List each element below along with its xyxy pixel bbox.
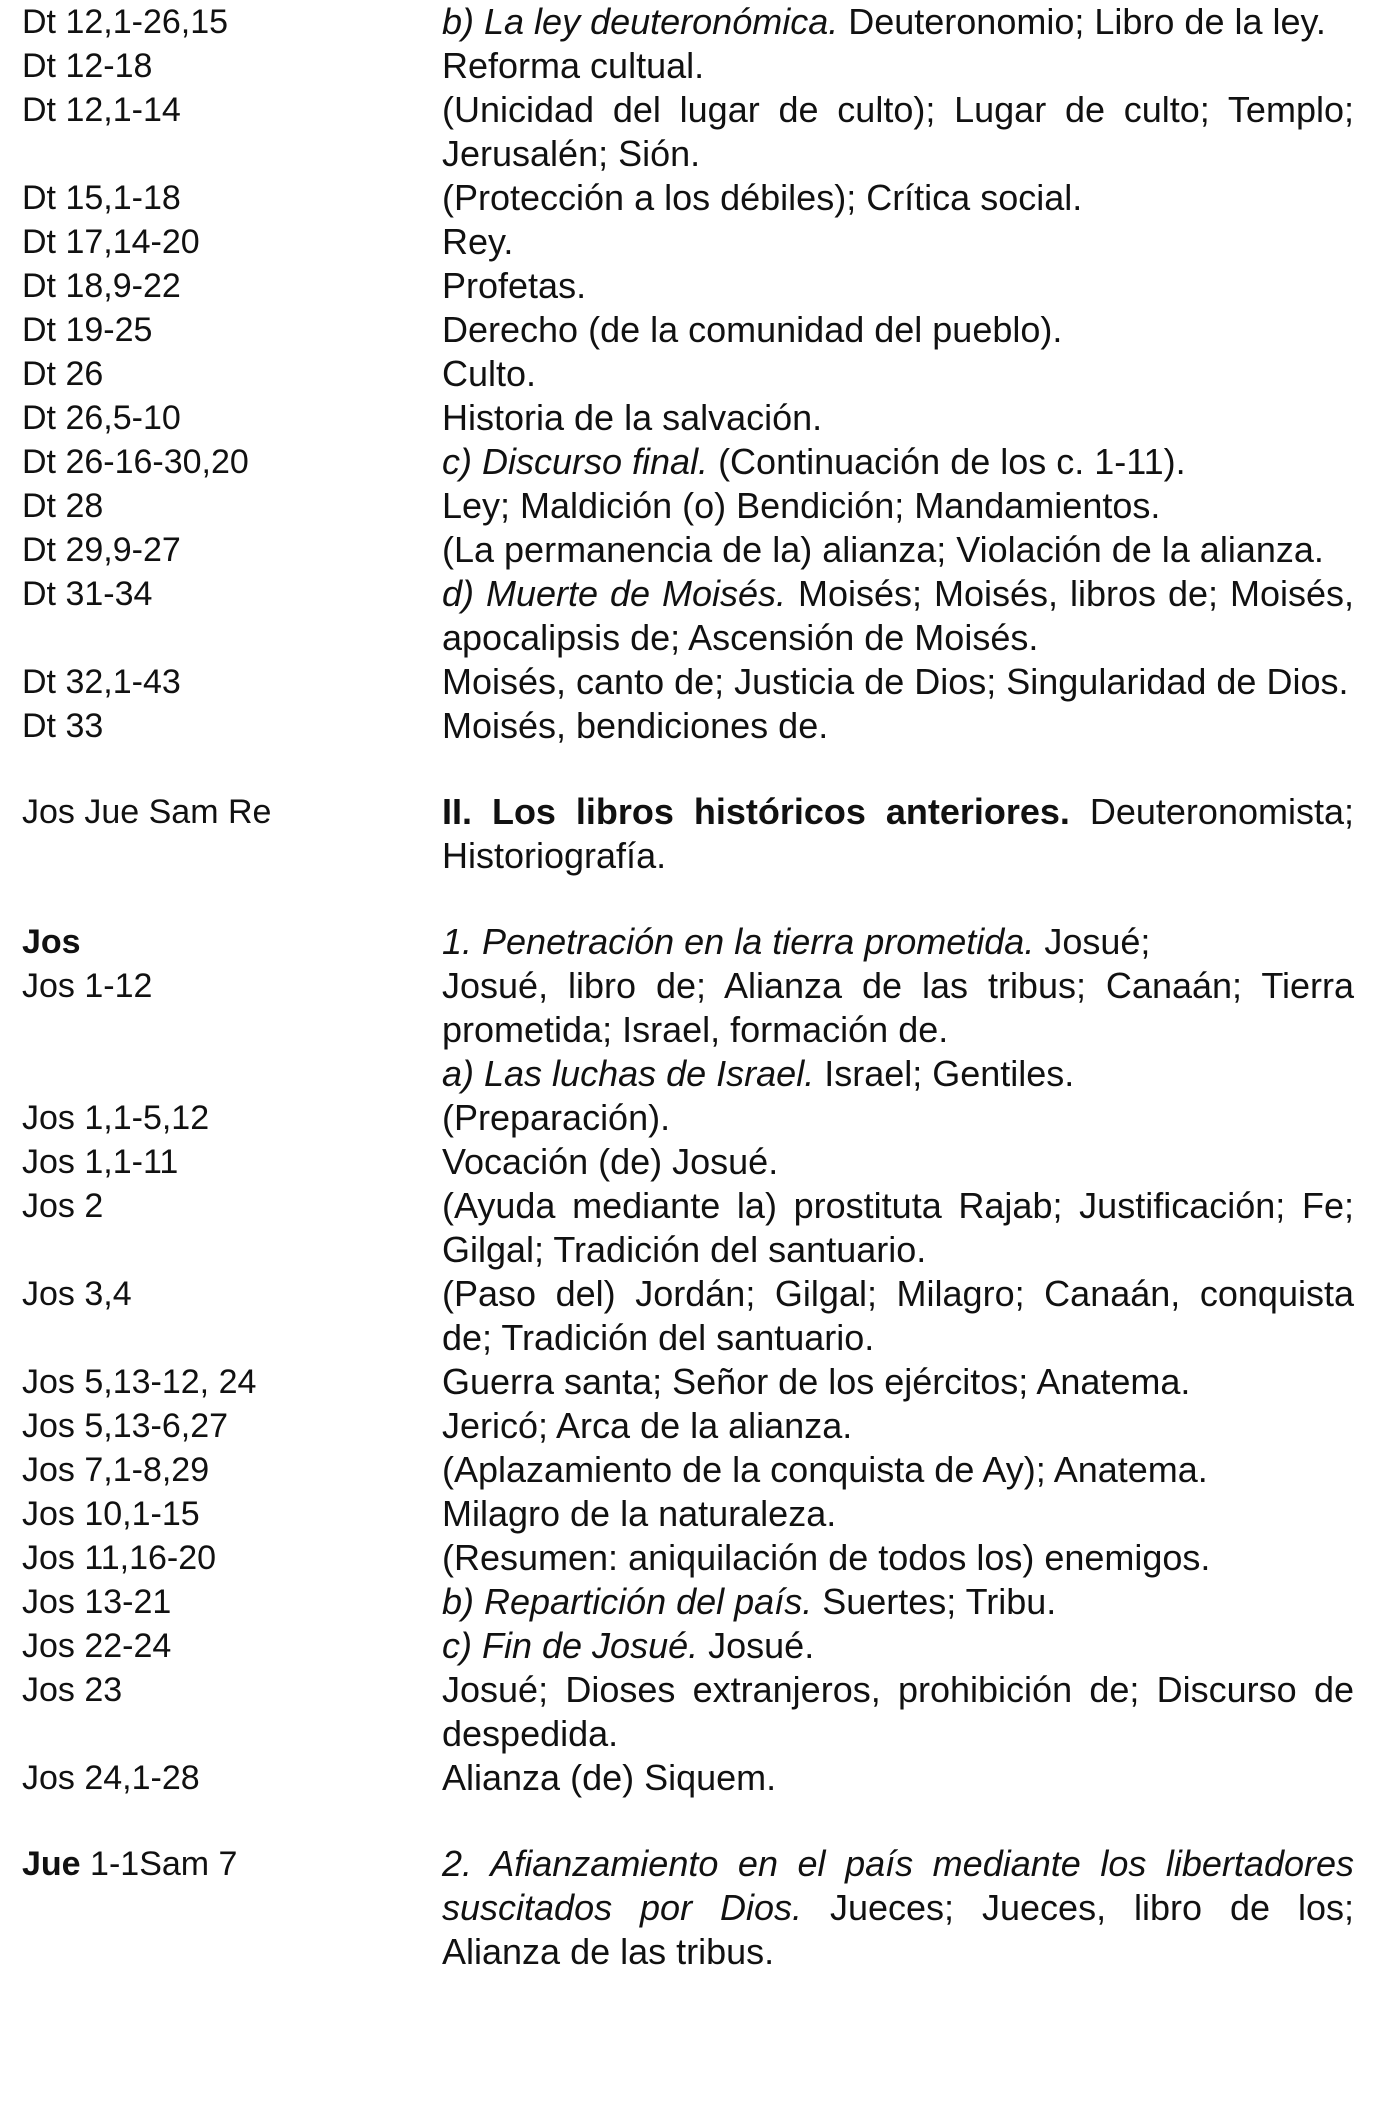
description-text: Deuteronomista; Historiografía. <box>442 791 1354 876</box>
reference-text: Jos 24,1-28 <box>22 1759 200 1797</box>
description-text: Deuteronomio; Libro de la ley. <box>838 1 1326 42</box>
description-text: Vocación (de) Josué. <box>442 1141 779 1182</box>
reference-text: Dt 29,9-27 <box>22 531 181 569</box>
description-text: (La permanencia de la) alianza; Violación de la alianza. <box>442 529 1324 570</box>
reference-text: Dt 12,1-14 <box>22 91 181 129</box>
index-entry <box>0 1184 1384 1272</box>
reference-text: Jos 3,4 <box>22 1275 132 1313</box>
entry-description <box>442 1580 1354 1624</box>
entry-description <box>442 484 1354 528</box>
entry-description <box>442 964 1354 1052</box>
scripture-reference <box>0 1492 442 1536</box>
index-entry <box>0 1096 1384 1140</box>
entry-description <box>442 528 1354 572</box>
reference-text: Jos 10,1-15 <box>22 1495 200 1533</box>
entry-description <box>442 1756 1354 1800</box>
reference-text: Jos 23 <box>22 1671 123 1709</box>
reference-text: Jos 7,1-8,29 <box>22 1451 210 1489</box>
scripture-reference <box>0 790 442 878</box>
entry-description <box>442 1536 1354 1580</box>
description-text: (Paso del) Jordán; Gilgal; Milagro; Canaán, conquista de; Tradición del santuario. <box>442 1273 1354 1358</box>
index-entry <box>0 0 1384 44</box>
scripture-reference <box>0 484 442 528</box>
scripture-reference <box>0 1842 442 1974</box>
index-entry <box>0 1140 1384 1184</box>
scripture-reference <box>0 920 442 964</box>
index-entry <box>0 1272 1384 1360</box>
scripture-reference <box>0 1404 442 1448</box>
entry-description <box>442 44 1354 88</box>
index-entry <box>0 1668 1384 1756</box>
description-text: Rey. <box>442 221 514 262</box>
reference-text: Jos 22-24 <box>22 1627 172 1665</box>
section-heading-italic: b) La ley deuteronómica. <box>442 1 839 42</box>
scripture-reference <box>0 44 442 88</box>
scripture-reference <box>0 0 442 44</box>
scripture-reference <box>0 1624 442 1668</box>
index-entry <box>0 1842 1384 1974</box>
scripture-reference <box>0 1140 442 1184</box>
description-text: (Preparación). <box>442 1097 671 1138</box>
description-text: (Ayuda mediante la) prostituta Rajab; Justificación; Fe; Gilgal; Tradición del santuario. <box>442 1185 1354 1270</box>
index-entry <box>0 920 1384 964</box>
index-entry <box>0 396 1384 440</box>
reference-range: 1-1Sam 7 <box>90 1845 238 1883</box>
description-text: Jericó; Arca de la alianza. <box>442 1405 853 1446</box>
description-text: Historia de la salvación. <box>442 397 823 438</box>
index-entry <box>0 484 1384 528</box>
entry-description <box>442 1096 1354 1140</box>
description-text: (Continuación de los c. 1-11). <box>708 441 1186 482</box>
section-gap <box>0 878 1384 920</box>
index-entry <box>0 704 1384 748</box>
reference-text: Dt 26,5-10 <box>22 399 181 437</box>
entry-description <box>442 1492 1354 1536</box>
scripture-reference <box>0 1448 442 1492</box>
description-text: Moisés, canto de; Justicia de Dios; Singularidad de Dios. <box>442 661 1349 702</box>
index-entry <box>0 1756 1384 1800</box>
index-entry <box>0 1624 1384 1668</box>
description-text: Profetas. <box>442 265 587 306</box>
description-text: (Resumen: aniquilación de todos los) enemigos. <box>442 1537 1211 1578</box>
entry-description <box>442 1668 1354 1756</box>
entry-description <box>442 396 1354 440</box>
scripture-reference <box>0 352 442 396</box>
reference-text: Dt 26 <box>22 355 104 393</box>
scripture-reference <box>0 220 442 264</box>
section-heading-italic: d) Muerte de Moisés. <box>442 573 787 614</box>
description-text: Ley; Maldición (o) Bendición; Mandamientos. <box>442 485 1161 526</box>
index-entry <box>0 1448 1384 1492</box>
description-text: Israel; Gentiles. <box>814 1053 1075 1094</box>
reference-text: Dt 12,1-26,15 <box>22 3 229 41</box>
entry-description <box>442 572 1354 660</box>
scripture-reference <box>0 1096 442 1140</box>
entry-description <box>442 440 1354 484</box>
description-text: Derecho (de la comunidad del pueblo). <box>442 309 1063 350</box>
description-text: Jueces; Jueces, libro de los; Alianza de las tribus. <box>442 1887 1355 1972</box>
section-heading-italic: b) Repartición del país. <box>442 1581 813 1622</box>
reference-text: Jos 11,16-20 <box>22 1539 217 1577</box>
scripture-reference <box>0 308 442 352</box>
entry-description <box>442 1052 1354 1096</box>
index-entry <box>0 176 1384 220</box>
index-entry <box>0 1580 1384 1624</box>
description-text: (Unicidad del lugar de culto); Lugar de culto; Templo; Jerusalén; Sión. <box>442 89 1354 174</box>
entry-description <box>442 0 1354 44</box>
reference-text: Dt 18,9-22 <box>22 267 181 305</box>
entry-description <box>442 1404 1354 1448</box>
description-text: Moisés, bendiciones de. <box>442 705 829 746</box>
entry-description <box>442 1272 1354 1360</box>
scripture-reference <box>0 1580 442 1624</box>
entry-description <box>442 704 1354 748</box>
scripture-reference <box>0 1756 442 1800</box>
entry-description <box>442 790 1354 878</box>
section-heading-italic: c) Fin de Josué. <box>442 1625 699 1666</box>
section-heading-bold: II. Los libros históricos anteriores. <box>442 791 1070 832</box>
index-entry <box>0 264 1384 308</box>
reference-text: Jos 13-21 <box>22 1583 172 1621</box>
entry-description <box>442 660 1354 704</box>
reference-text: Jos Jue Sam Re <box>22 793 272 831</box>
entry-description <box>442 264 1354 308</box>
index-entry <box>0 440 1384 484</box>
reference-text: Jos 5,13-12, 24 <box>22 1363 257 1401</box>
scripture-reference <box>0 440 442 484</box>
section-gap <box>0 748 1384 790</box>
entry-description <box>442 920 1354 964</box>
entry-description <box>442 88 1354 176</box>
scripture-reference <box>0 264 442 308</box>
entry-description <box>442 1842 1354 1974</box>
scripture-reference <box>0 1052 442 1096</box>
reference-text: Dt 32,1-43 <box>22 663 181 701</box>
index-entry <box>0 528 1384 572</box>
scripture-reference <box>0 176 442 220</box>
reference-text: Jos 2 <box>22 1187 104 1225</box>
section-heading-italic: 2. Afianzamiento en el país mediante los libertadores suscitados por Dios. <box>442 1843 1354 1928</box>
entry-description <box>442 352 1354 396</box>
entry-description <box>442 220 1354 264</box>
index-entry <box>0 790 1384 878</box>
entry-description <box>442 308 1354 352</box>
description-text: (Protección a los débiles); Crítica social. <box>442 177 1083 218</box>
description-text: Milagro de la naturaleza. <box>442 1493 837 1534</box>
description-text: Alianza (de) Siquem. <box>442 1757 777 1798</box>
description-text: Moisés; Moisés, libros de; Moisés, apocalipsis de; Ascensión de Moisés. <box>442 573 1354 658</box>
scripture-reference <box>0 1536 442 1580</box>
description-text: Josué; <box>1034 921 1151 962</box>
section-gap <box>0 1800 1384 1842</box>
reference-text: Dt 17,14-20 <box>22 223 200 261</box>
scripture-reference <box>0 1184 442 1272</box>
description-text: Josué. <box>698 1625 815 1666</box>
reference-text: Dt 19-25 <box>22 311 153 349</box>
entry-description <box>442 1360 1354 1404</box>
index-entry <box>0 572 1384 660</box>
index-entry <box>0 308 1384 352</box>
reference-text: Dt 31-34 <box>22 575 153 613</box>
scripture-reference <box>0 704 442 748</box>
reference-text: Dt 15,1-18 <box>22 179 181 217</box>
scripture-reference <box>0 88 442 176</box>
reference-text: Jos <box>22 923 81 961</box>
index-entry <box>0 1492 1384 1536</box>
index-entry <box>0 88 1384 176</box>
entry-description <box>442 176 1354 220</box>
index-entry <box>0 220 1384 264</box>
reference-text: Jos 1-12 <box>22 967 153 1005</box>
index-entry <box>0 44 1384 88</box>
reference-text: Jos 1,1-5,12 <box>22 1099 210 1137</box>
entry-description <box>442 1624 1354 1668</box>
index-entry <box>0 1360 1384 1404</box>
index-entry <box>0 964 1384 1052</box>
section-heading-italic: 1. Penetración en la tierra prometida. <box>442 921 1035 962</box>
reference-text: Dt 33 <box>22 707 104 745</box>
description-text: Josué; Dioses extranjeros, prohibición de; Discurso de despedida. <box>442 1669 1354 1754</box>
entry-description <box>442 1448 1354 1492</box>
description-text: Josué, libro de; Alianza de las tribus; Canaán; Tierra prometida; Israel, formación de. <box>442 965 1354 1050</box>
scripture-reference <box>0 396 442 440</box>
reference-text: Dt 28 <box>22 487 104 525</box>
scripture-reference <box>0 1668 442 1756</box>
entry-description <box>442 1140 1354 1184</box>
description-text: Guerra santa; Señor de los ejércitos; Anatema. <box>442 1361 1191 1402</box>
description-text: (Aplazamiento de la conquista de Ay); Anatema. <box>442 1449 1208 1490</box>
reference-text: Dt 12-18 <box>22 47 153 85</box>
scripture-reference <box>0 528 442 572</box>
scripture-reference <box>0 660 442 704</box>
section-heading-italic: a) Las luchas de Israel. <box>442 1053 815 1094</box>
entry-description <box>442 1184 1354 1272</box>
index-entry <box>0 352 1384 396</box>
section-heading-italic: c) Discurso final. <box>442 441 709 482</box>
description-text: Reforma cultual. <box>442 45 705 86</box>
reference-text: Dt 26-16-30,20 <box>22 443 249 481</box>
description-text: Suertes; Tribu. <box>812 1581 1057 1622</box>
scripture-reference <box>0 1360 442 1404</box>
book-abbrev: Jue <box>22 1845 81 1883</box>
index-entry <box>0 1404 1384 1448</box>
index-entry <box>0 1536 1384 1580</box>
index-entry <box>0 1052 1384 1096</box>
description-text: Culto. <box>442 353 537 394</box>
reference-text: Jos 1,1-11 <box>22 1143 179 1181</box>
scripture-reference <box>0 572 442 660</box>
scripture-reference <box>0 964 442 1052</box>
scripture-reference <box>0 1272 442 1360</box>
reference-text: Jos 5,13-6,27 <box>22 1407 229 1445</box>
index-entry <box>0 660 1384 704</box>
